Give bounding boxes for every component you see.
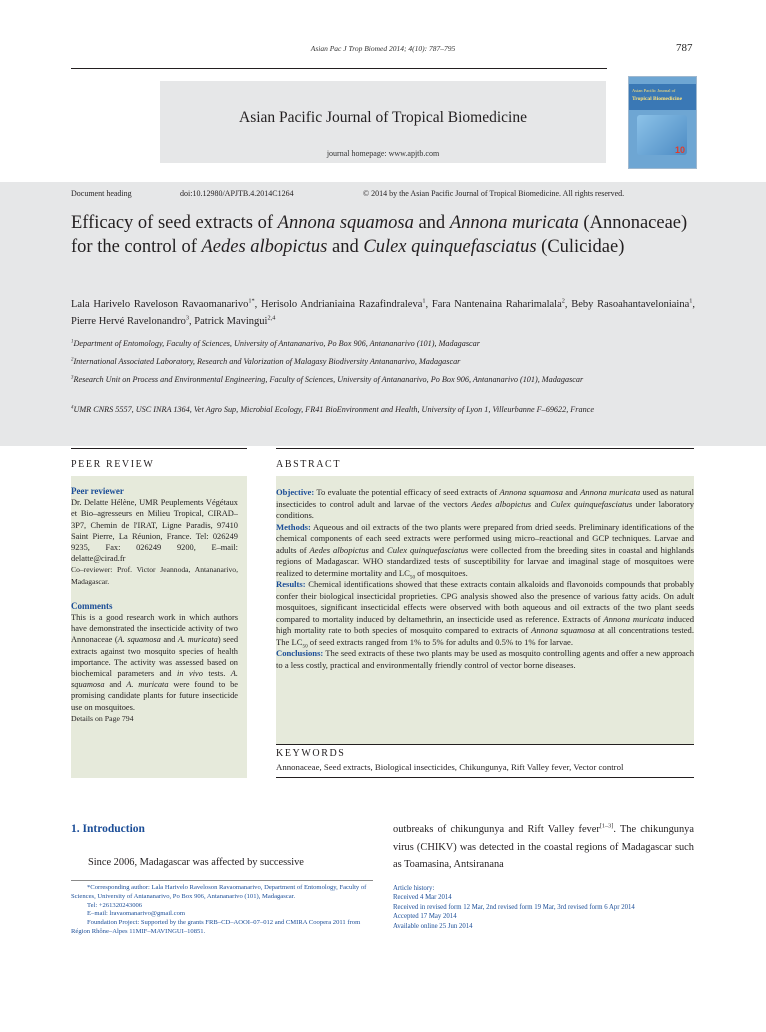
- document-heading: Document heading: [71, 189, 132, 198]
- journal-cover-image: [628, 76, 697, 169]
- introduction-right-text: outbreaks of chikungunya and Rift Valley fever[1–3]. The chikungunya virus (CHIKV) was detected in the coastal regions of Madagascar such as Toamasina, Antsiranana: [393, 822, 694, 870]
- peer-review-rule: [71, 448, 247, 449]
- top-rule: [71, 68, 607, 69]
- affiliation-4: $^4$UMR CNRS 5557, USC INRA 1364, Vet Agro Sup, Microbial Ecology, FR41 BioEnvironment and Health, University of Lyon 1, Villeurbanne F–69622, France: [71, 405, 594, 414]
- abstract-text: [276, 487, 694, 671]
- keywords-heading: KEYWORDS: [276, 748, 346, 759]
- peer-reviewer-text: Dr. Delatte Hélène, UMR Peuplements Végétaux et Bio–agresseurs en Milieu Tropical, CIRAD–3P7, Chemin de l'IRAT, Ligne Paradis, 97410 Saint Pierre, La Réunion, France. Tel: 026249 9235, Fax: 026249 9200, E–mail: delatte@cirad.fr: [71, 498, 238, 564]
- affiliation-1: $^1$Department of Entomology, Faculty of Sciences, University of Antananarivo, Po Box 906, Antananarivo (101), Madagascar: [71, 339, 480, 348]
- corresponding-author-footnote: *Corresponding author: Lala Harivelo Raveloson Ravaomanarivo, Department of Entomology, Faculty of Sciences, University of Antananarivo, Po Box 906, Antananarivo (101), Madagascar. Tel: +261320243006 E–mail: lravaomanarivo@gmail.com Foundation Project: Supported by the grants FRB–CD–AOOI–07–012 and CMIRA Coopera 2011 from Région Rhône–Alpes 11MIF–MAVINGUI–10851.: [71, 884, 367, 935]
- cover-line1: Asian Pacific Journal of: [632, 88, 676, 93]
- doi-link[interactable]: doi:10.12980/APJTB.4.2014C1264: [180, 189, 294, 198]
- introduction-heading: 1. Introduction: [71, 823, 145, 835]
- footnote-rule: [71, 880, 373, 881]
- abstract-rule: [276, 448, 694, 449]
- running-head: Asian Pac J Trop Biomed 2014; 4(10): 787–795: [310, 44, 456, 53]
- copyright-notice: © 2014 by the Asian Pacific Journal of Tropical Biomedicine. All rights reserved.: [363, 189, 625, 198]
- journal-homepage-link[interactable]: journal homepage: www.apjtb.com: [326, 149, 440, 158]
- author-list: Lala Harivelo Raveloson Ravaomanarivo$^{1*}$, Herisolo Andrianiaina Razafindraleva$^1$, Fara Nantenaina Raharimalala$^2$, Beby Rasoahantaveloniaina$^1$, Pierre Hervé Ravelonandro$^3$, Patrick Mavingui$^{2,4}$: [71, 297, 696, 327]
- affiliation-3: $^3$Research Unit on Process and Environmental Engineering, Faculty of Sciences, University of Antananarivo, Po Box 906, Antananarivo (101), Madagascar: [71, 375, 584, 384]
- abstract-methods: Methods: Aqueous and oil extracts of the two plants were prepared from dried seeds. Preliminary identifications of the chemical components of each seed extracts were performed using micro–reactional and GCP techniques. Larvae and adults of Aedes albopictus and Culex quinquefasciatus were collected from the breeding sites in coastal and highlands regions of Madagascar. WHO standardized tests of susceptibility for larvae and imaginal stage of mosquitoes were realized to determine mortality and $LC_{50}$ of mosquitoes.: [276, 521, 694, 581]
- peer-review-content: [71, 486, 238, 724]
- page-number: 787: [676, 42, 693, 54]
- affiliation-2: $^2$International Associated Laboratory, Research and Valorization of Malagasy Biodiversity Antananarivo, Madagascar: [71, 357, 461, 366]
- keywords-rule: [276, 744, 694, 745]
- peer-reviewer-label: Peer reviewer: [71, 486, 124, 496]
- abstract-results: Results: Chemical identifications showed that these extracts contain alkaloids and flavonoids compounds that probably confer their biological insecticidal proprieties. CPG analysis showed also the presence of various fatty acids. On adult mosquitoes, significant insecticidal effects were observed with both aqueous and oil extracts of the two plant seeds compared to mortality induced by deltamethrin, an insecticide used as reference. Extracts of Annona muricata induced high mortality rate to both species of mosquito compared to extracts of Annona squamosa at all concentrations tested. The $LC_{50}$ of seed extracts ranged from 1% to 5% for adults and 0.5% to 1% for larvae.: [276, 579, 694, 650]
- article-title: Efficacy of seed extracts of Annona squamosa and Annona muricata (Annonaceae) for the control of Aedes albopictus and Culex quinquefasciatus (Culicidae): [71, 213, 688, 257]
- abstract-heading: ABSTRACT: [276, 459, 342, 470]
- abstract-conclusions: Conclusions: The seed extracts of these two plants may be used as mosquito controlling agents and offer a new approach to a less costly, practical and environmentally friendly control of vector borne diseases.: [276, 648, 694, 670]
- keywords-bottom-rule: [276, 777, 694, 778]
- journal-title: Asian Pacific Journal of Tropical Biomedicine: [239, 109, 527, 126]
- abstract-objective: Objective: To evaluate the potential efficacy of seed extracts of Annona squamosa and Annona muricata used as natural insecticides to control adult and larvae of the vectors Aedes albopictus and Culex quinquefasciatus under laboratory conditions.: [276, 487, 695, 520]
- comments-label: Comments: [71, 600, 113, 611]
- details-page-link[interactable]: Details on Page 794: [71, 713, 134, 723]
- keywords-text: Annonaceae, Seed extracts, Biological insecticides, Chikungunya, Rift Valley fever, Vector control: [276, 762, 624, 772]
- introduction-left-text: Since 2006, Madagascar was affected by successive: [88, 857, 304, 868]
- cover-issue-number: 10: [675, 145, 686, 155]
- co-reviewer-text: Co–reviewer: Prof. Victor Jeannoda, Antananarivo, Madagascar.: [71, 565, 238, 586]
- article-history: Article history: Received 4 Mar 2014 Received in revised form 12 Mar, 2nd revised form 19 Mar, 3rd revised form 6 Apr 2014 Accepted 17 May 2014 Available online 25 Jun 2014: [393, 885, 635, 930]
- comments-text: This is a good research work in which authors have demonstrated the insecticide activity of two Annonaceae (A. squamosa and A. muricata) seed extracts against two mosquito species of health importance. The activity was assessed based on biochemical parameters and in vivo tests. A. squamosa and A. muricata were found to be promising candidate plants for future insecticide use on mosquitoes.: [71, 613, 239, 712]
- cover-line2: Tropical Biomedicine: [632, 96, 683, 102]
- peer-review-heading: PEER REVIEW: [71, 459, 155, 470]
